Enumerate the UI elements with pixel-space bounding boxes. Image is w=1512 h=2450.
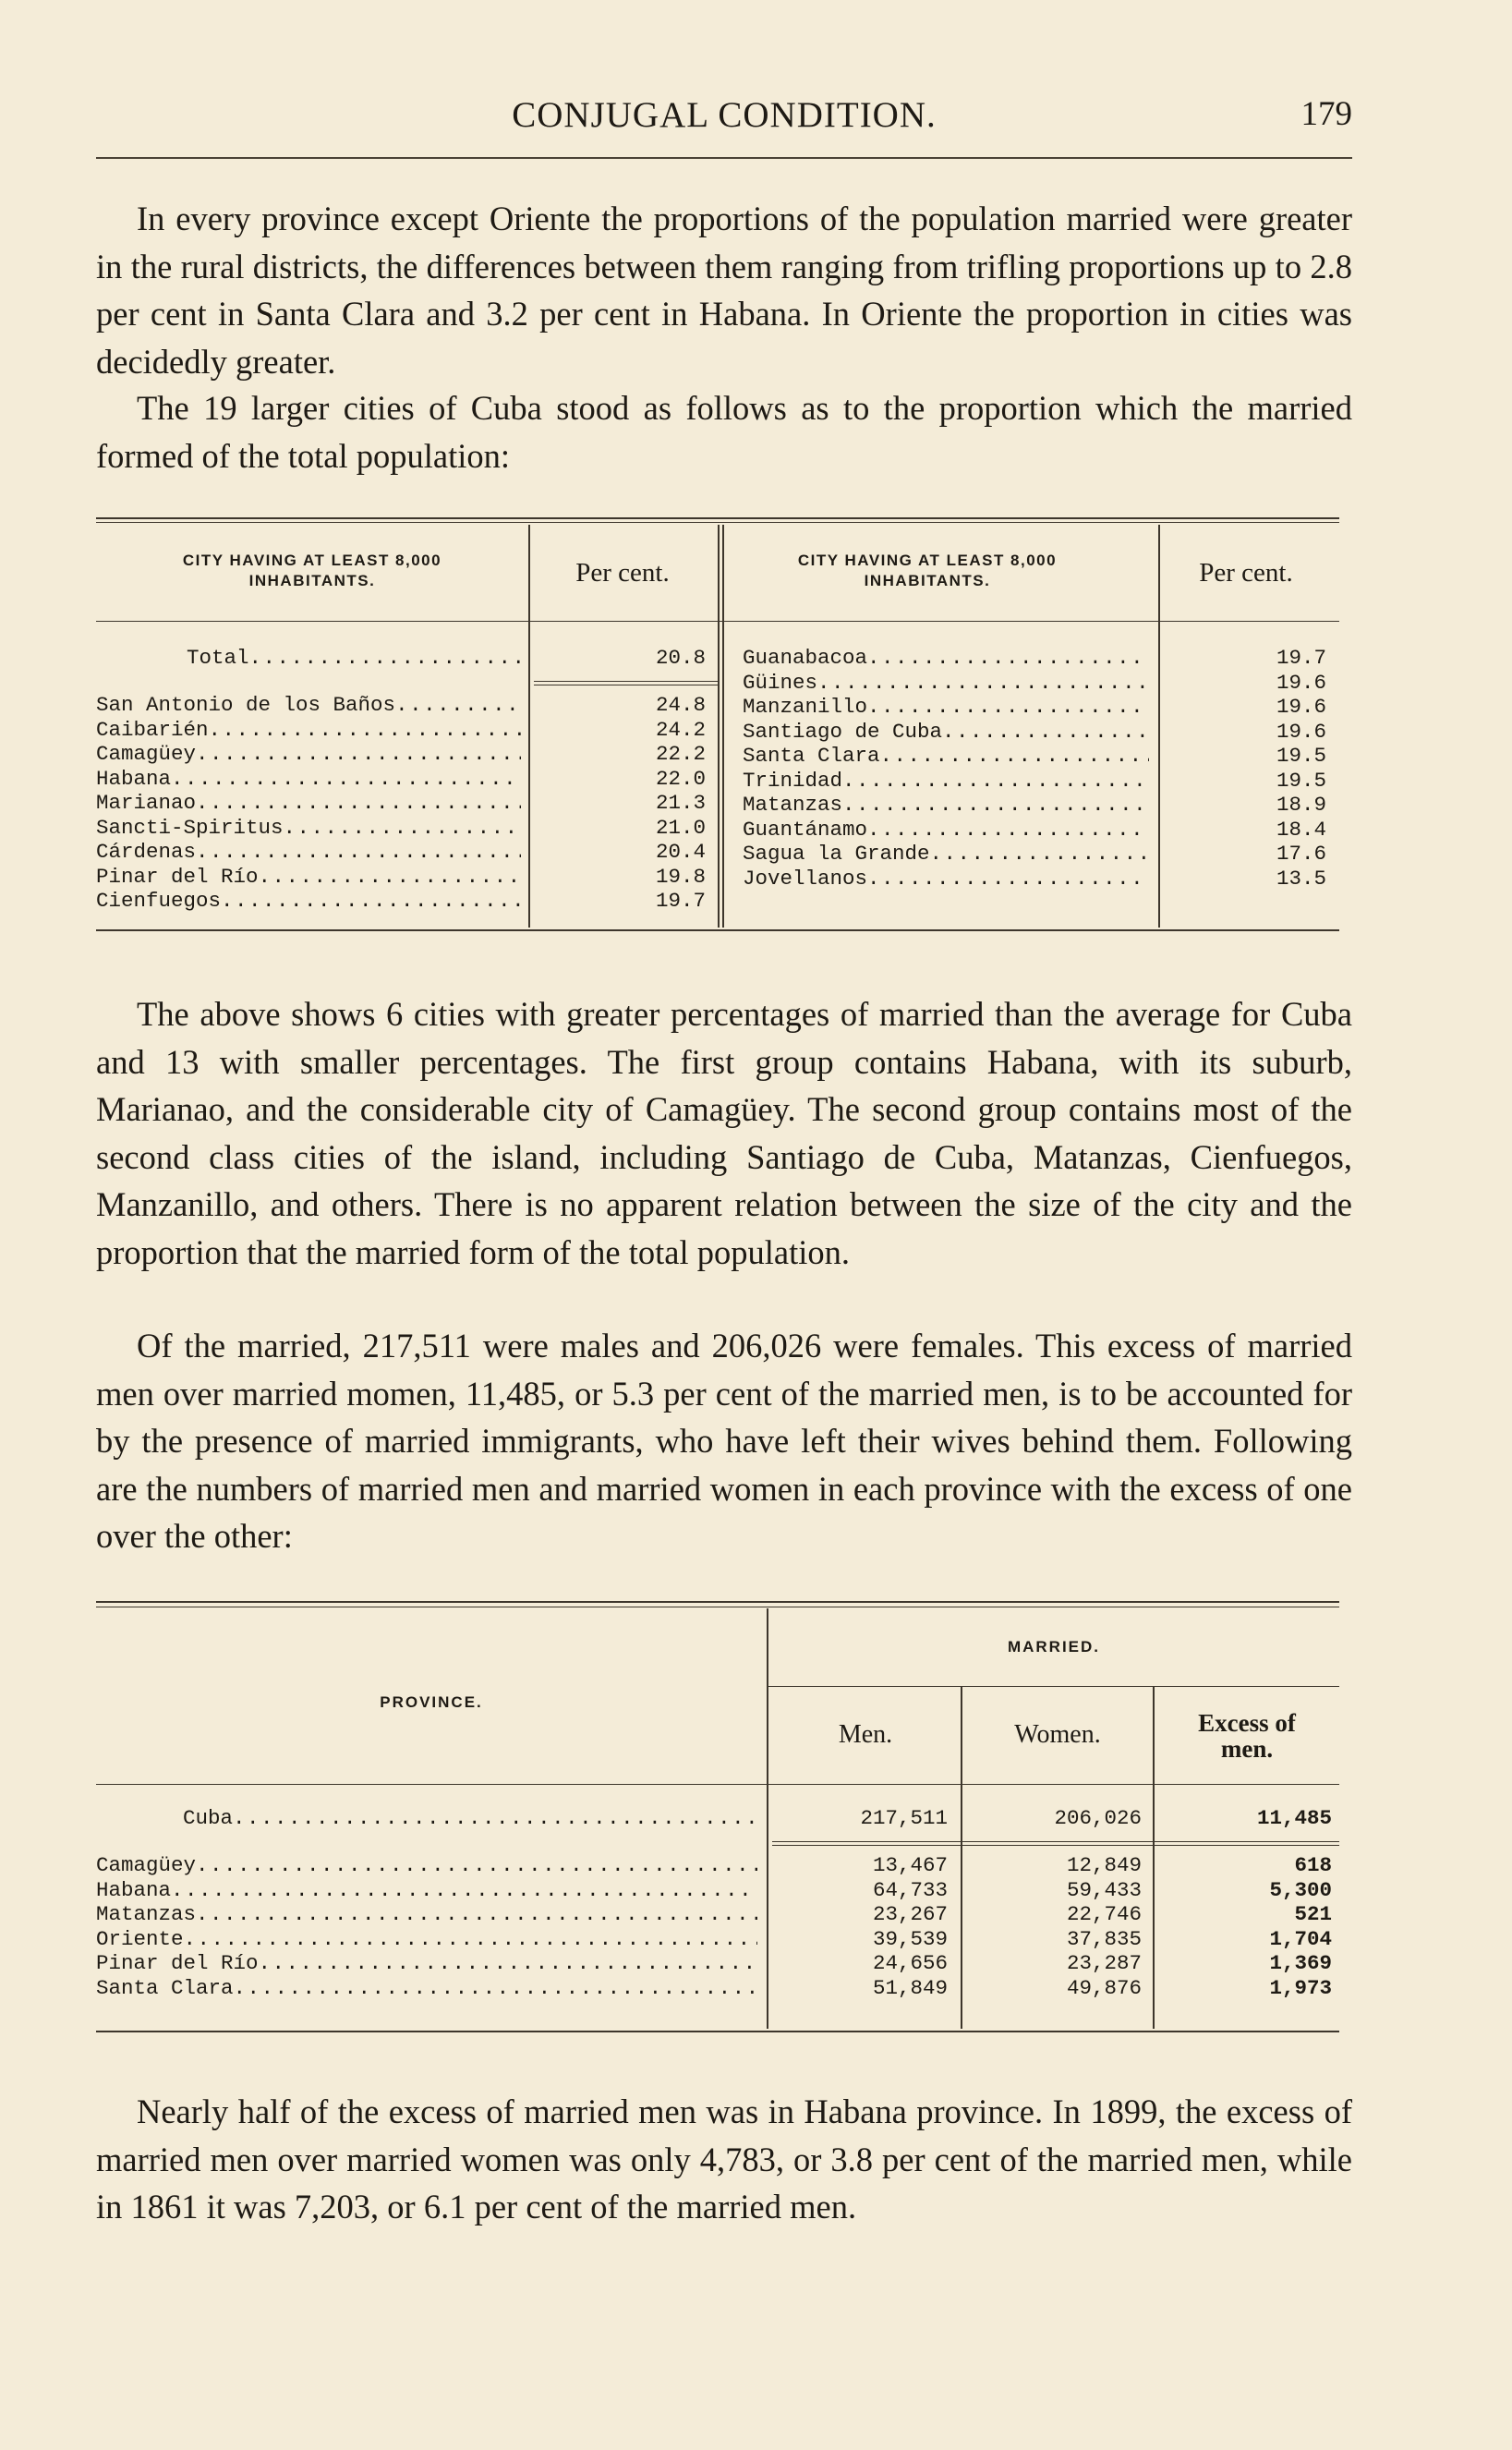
city-percent: 17.6: [1276, 842, 1326, 866]
list-item: [96, 889, 521, 914]
city-percent: 19.5: [1276, 744, 1326, 768]
list-item: [96, 840, 521, 865]
city-percent: 21.3: [655, 791, 706, 815]
men-value: 24,656: [872, 1951, 948, 1975]
excess-value: 1,369: [1269, 1951, 1332, 1975]
province-name: Matanzas: [96, 1902, 197, 1926]
city-percent: 19.7: [655, 889, 706, 913]
list-item: [96, 816, 521, 841]
right-percent-list: [1167, 646, 1326, 891]
left-city-list: [96, 693, 521, 914]
list-item: [96, 767, 521, 792]
excess-value: 1,973: [1269, 1975, 1332, 2000]
city-name: Sancti-Spiritus: [96, 815, 284, 840]
city-percent: 24.2: [655, 717, 706, 742]
city-name: Santiago de Cuba: [743, 719, 943, 744]
cities-table: [96, 517, 1339, 933]
city-percent: 22.2: [655, 742, 706, 766]
married-subrule: [768, 1686, 1339, 1687]
men-value: 64,733: [872, 1877, 948, 1902]
total-rule: [772, 1841, 1339, 1842]
city-header-right: [724, 551, 1131, 591]
city-percent: 13.5: [1276, 866, 1326, 891]
men-value: 13,467: [872, 1853, 948, 1877]
men-value: 39,539: [872, 1926, 948, 1951]
city-name: Güines: [743, 670, 818, 695]
page-number: 179: [1300, 95, 1352, 133]
city-percent: 19.8: [655, 864, 706, 889]
left-percent-list: [539, 693, 706, 914]
city-percent: 19.7: [1276, 646, 1326, 670]
province-name: Santa Clara: [96, 1975, 234, 2000]
percent-header-left: Per cent.: [575, 558, 670, 588]
city-name: Santa Clara: [743, 744, 880, 768]
city-name: Matanzas: [743, 793, 843, 817]
city-name: Manzanillo: [743, 695, 868, 719]
city-name: Camagüey: [96, 742, 197, 766]
total-rule: [534, 681, 718, 682]
men-list: [776, 1853, 948, 2000]
city-percent: 24.8: [655, 693, 706, 717]
city-percent: 19.6: [1276, 695, 1326, 719]
col-line-2: [718, 525, 720, 928]
women-value: 22,746: [1066, 1902, 1142, 1926]
total-label: Total: [187, 646, 249, 670]
total-row: [183, 1806, 757, 1831]
table-row: [96, 1853, 757, 1878]
city-name: San Antonio de los Baños: [96, 693, 396, 717]
col-line-2: [961, 1686, 962, 2029]
table-row: [96, 1927, 757, 1952]
total-row: [187, 646, 521, 671]
excess-header: [1155, 1710, 1339, 1762]
col-line-3: [1153, 1686, 1155, 2029]
men-value: 51,849: [872, 1975, 948, 2000]
province-name: Camagüey: [96, 1853, 197, 1877]
city-name: Habana: [96, 766, 172, 791]
city-name: Trinidad: [743, 768, 843, 793]
list-item: [96, 693, 521, 718]
men-value: 23,267: [872, 1902, 948, 1926]
table-row: [96, 1878, 757, 1903]
city-percent: 19.6: [1276, 719, 1326, 744]
list-item: [743, 818, 1149, 843]
list-item: [743, 769, 1149, 794]
list-item: [96, 718, 521, 743]
total-value: 20.8: [655, 646, 706, 670]
city-header-line1: CITY HAVING AT LEAST 8,000: [797, 552, 1058, 569]
city-name: Caibarién: [96, 717, 209, 742]
total-women-cell: [970, 1806, 1142, 1831]
women-value: 59,433: [1066, 1877, 1142, 1902]
city-percent: 19.5: [1276, 768, 1326, 793]
women-value: 49,876: [1066, 1975, 1142, 2000]
col-line-2b: [722, 525, 724, 928]
table-top-rule: [96, 1601, 1339, 1603]
excess-value: 1,704: [1269, 1926, 1332, 1951]
men-header: Men.: [838, 1720, 893, 1749]
paragraph-5: Nearly half of the excess of married men was in Habana province. In 1899, the excess of married men over married women was only 4,783, or 3.8 per cent of the married men, while in 1861 it was 7,203, or 6.1 per cent of the married men.: [96, 2092, 1352, 2226]
excess-list: [1164, 1853, 1332, 2000]
province-name: Pinar del Río: [96, 1951, 259, 1975]
total-excess: 11,485: [1256, 1806, 1332, 1830]
province-header: PROVINCE.: [380, 1693, 483, 1711]
city-percent: 18.4: [1276, 817, 1326, 842]
women-value: 37,835: [1066, 1926, 1142, 1951]
table-bottom-rule: [96, 2031, 1339, 2032]
list-item: [743, 695, 1149, 720]
women-list: [970, 1853, 1142, 2000]
province-name: Oriente: [96, 1926, 184, 1951]
total-women: 206,026: [1054, 1806, 1142, 1830]
table-bottom-rule: [96, 929, 1339, 931]
total-excess-cell: [1164, 1806, 1332, 1831]
list-item: [96, 742, 521, 767]
table-row: [96, 1951, 757, 1976]
table-row: [96, 1902, 757, 1927]
total-rule-2: [772, 1845, 1339, 1846]
list-item: [743, 720, 1149, 745]
married-header: MARRIED.: [1007, 1638, 1101, 1656]
city-name: Cárdenas: [96, 840, 197, 864]
city-header-line2: INHABITANTS.: [864, 572, 991, 589]
city-header-line2: INHABITANTS.: [248, 572, 376, 589]
running-head: [96, 85, 1352, 150]
city-name: Cienfuegos: [96, 889, 222, 913]
header-rule: [96, 157, 1352, 159]
city-percent: 19.6: [1276, 670, 1326, 695]
province-list: [96, 1853, 757, 2000]
excess-value: 618: [1294, 1853, 1332, 1877]
women-value: 23,287: [1066, 1951, 1142, 1975]
city-percent: 18.9: [1276, 793, 1326, 817]
city-name: Jovellanos: [743, 866, 868, 891]
city-percent: 20.4: [655, 840, 706, 864]
list-item: [96, 865, 521, 890]
paragraph-2: The 19 larger cities of Cuba stood as follows as to the proportion which the married formed of the total population:: [96, 389, 1352, 475]
total-men-cell: [776, 1806, 948, 1831]
excess-value: 521: [1294, 1902, 1332, 1926]
list-item: [743, 744, 1149, 769]
table-top-rule-2: [96, 522, 1339, 523]
province-name: Habana: [96, 1877, 172, 1902]
city-name: Guanabacoa: [743, 646, 868, 670]
list-item: [743, 867, 1149, 891]
women-header: Women.: [1014, 1720, 1101, 1749]
city-percent: 22.0: [655, 766, 706, 791]
page-title: CONJUGAL CONDITION.: [512, 95, 937, 135]
city-name: Pinar del Río: [96, 864, 259, 889]
col-line-1: [767, 1608, 768, 2029]
city-name: Marianao: [96, 791, 197, 815]
col-line-1: [528, 525, 530, 928]
list-item: [743, 671, 1149, 696]
table-top-rule: [96, 517, 1339, 519]
col-line-3: [1158, 525, 1160, 928]
paragraph-1: In every province except Oriente the proportions of the population married were greater in the rural districts, the differences between them ranging from trifling proportions up to 2.8 per cent in Santa Clara and 3.2 per cent in Habana. In Oriente the proportion in cities was decidedly greater.: [96, 200, 1352, 381]
paragraph-3: The above shows 6 cities with greater percentages of married than the average for Cuba and 13 with smaller percentages. The first group contains Habana, with its suburb, Marianao, and the considerable city of Camagüey. The second group contains most of the second class cities of the island, including Santiago de Cuba, Matanzas, Cienfuegos, Manzanillo, and others. There is no apparent relation between the size of the city and the proportion that the married form of the total population.: [96, 995, 1352, 1271]
list-item: [743, 793, 1149, 818]
percent-header-right: Per cent.: [1199, 558, 1293, 588]
province-table: [96, 1601, 1339, 2032]
right-city-list: [743, 646, 1149, 891]
excess-header-line2: men.: [1220, 1735, 1274, 1763]
city-header-line1: CITY HAVING AT LEAST 8,000: [182, 552, 442, 569]
paragraph-4: Of the married, 217,511 were males and 206,026 were females. This excess of married men over married momen, 11,485, or 5.3 per cent of the married men, is to be accounted for by the presence of married immigrants, who have left their wives behind them. Following are the numbers of married men and married women in each province with the excess of one over the other:: [96, 1327, 1352, 1555]
city-name: Guantánamo: [743, 817, 868, 842]
list-item: [743, 842, 1149, 867]
total-province: Cuba: [183, 1806, 234, 1830]
city-header-left: [96, 551, 528, 591]
total-men: 217,511: [860, 1806, 948, 1830]
excess-header-line1: Excess of: [1198, 1709, 1296, 1737]
women-value: 12,849: [1066, 1853, 1142, 1877]
total-value-cell: [539, 646, 706, 671]
excess-value: 5,300: [1269, 1877, 1332, 1902]
table-row: [96, 1976, 757, 2001]
city-percent: 21.0: [655, 815, 706, 840]
city-name: Sagua la Grande: [743, 842, 930, 866]
list-item: [743, 646, 1149, 671]
list-item: [96, 791, 521, 816]
